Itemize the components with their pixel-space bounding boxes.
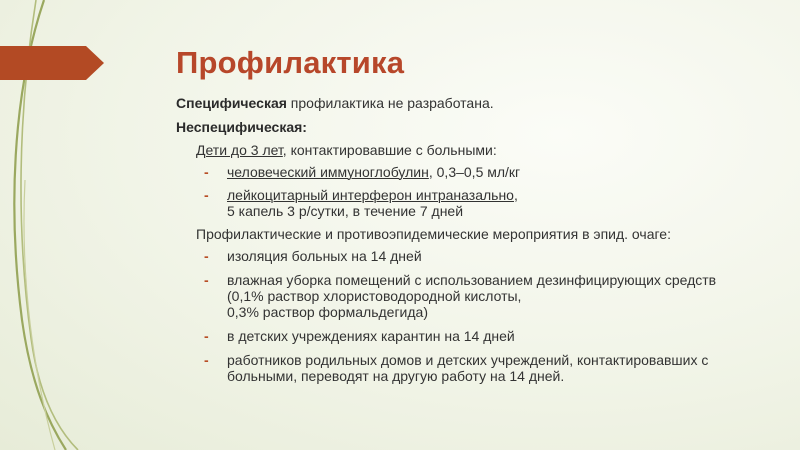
specific-text: профилактика не разработана.: [286, 95, 494, 111]
bullet-epidemic-measures: [176, 226, 776, 242]
sub-item-quarantine: [204, 328, 776, 344]
quarantine-text: в детских учреждениях карантин на 14 дней: [227, 328, 515, 344]
sub-item-interferon: [204, 187, 776, 219]
contact-text: , контактировавшие с больными:: [282, 142, 497, 158]
dash-marker: -: [204, 248, 209, 264]
nonspecific-label: Неспецифическая:: [176, 119, 307, 135]
specific-label: Специфическая: [176, 95, 287, 111]
sub-item-text: [227, 164, 776, 180]
children-under-3-text: Дети до 3 лет: [196, 142, 283, 158]
specific-prevention-line: [176, 95, 776, 111]
bullet-text: Профилактические и противоэпидемические мероприятия в эпид. очаге:: [196, 226, 671, 242]
children-sub-list: [204, 164, 776, 219]
sub-item-isolation: [204, 248, 776, 264]
wet-cleaning-line-3: 0,3% раствор формальдегида): [227, 304, 428, 320]
bullet-text: [196, 142, 497, 158]
interferon-comma: ,: [513, 187, 518, 203]
dash-marker: -: [204, 352, 209, 368]
dash-marker: -: [204, 164, 209, 180]
sub-item-immunoglobulin: [204, 164, 776, 180]
measures-sub-list: [204, 248, 776, 384]
bullet-children-under-3: [176, 142, 776, 158]
dash-marker: -: [204, 272, 209, 288]
dose-text: , 0,3–0,5 мл/кг: [428, 164, 521, 180]
interferon-text: лейкоцитарный интерферон интраназально: [227, 187, 514, 203]
interferon-dose-text: 5 капель 3 р/сутки, в течение 7 дней: [227, 203, 464, 219]
sub-item-staff-transfer: [204, 352, 776, 384]
wet-cleaning-line-1: влажная уборка помещений с использованием дезинфицирующих средств: [227, 272, 717, 288]
isolation-text: изоляция больных на 14 дней: [227, 248, 422, 264]
sub-item-text: [227, 187, 776, 219]
title-accent-flag: [0, 46, 104, 80]
wet-cleaning-line-2: (0,1% раствор хлористоводородной кислоты,: [227, 288, 522, 304]
slide-title: Профилактика: [176, 45, 405, 80]
dash-marker: -: [204, 187, 209, 203]
staff-transfer-text: [227, 352, 776, 384]
wet-cleaning-text: [227, 272, 776, 320]
sub-item-wet-cleaning: [204, 272, 776, 320]
staff-transfer-line-1: работников родильных домов и детских учреждений, контактировавших с: [227, 352, 709, 368]
nonspecific-heading: [176, 119, 776, 135]
dash-marker: -: [204, 328, 209, 344]
staff-transfer-line-2: больными, переводят на другую работу на 14 дней.: [227, 368, 565, 384]
immunoglobulin-text: человеческий иммуноглобулин: [227, 164, 429, 180]
slide-content: [176, 95, 776, 392]
